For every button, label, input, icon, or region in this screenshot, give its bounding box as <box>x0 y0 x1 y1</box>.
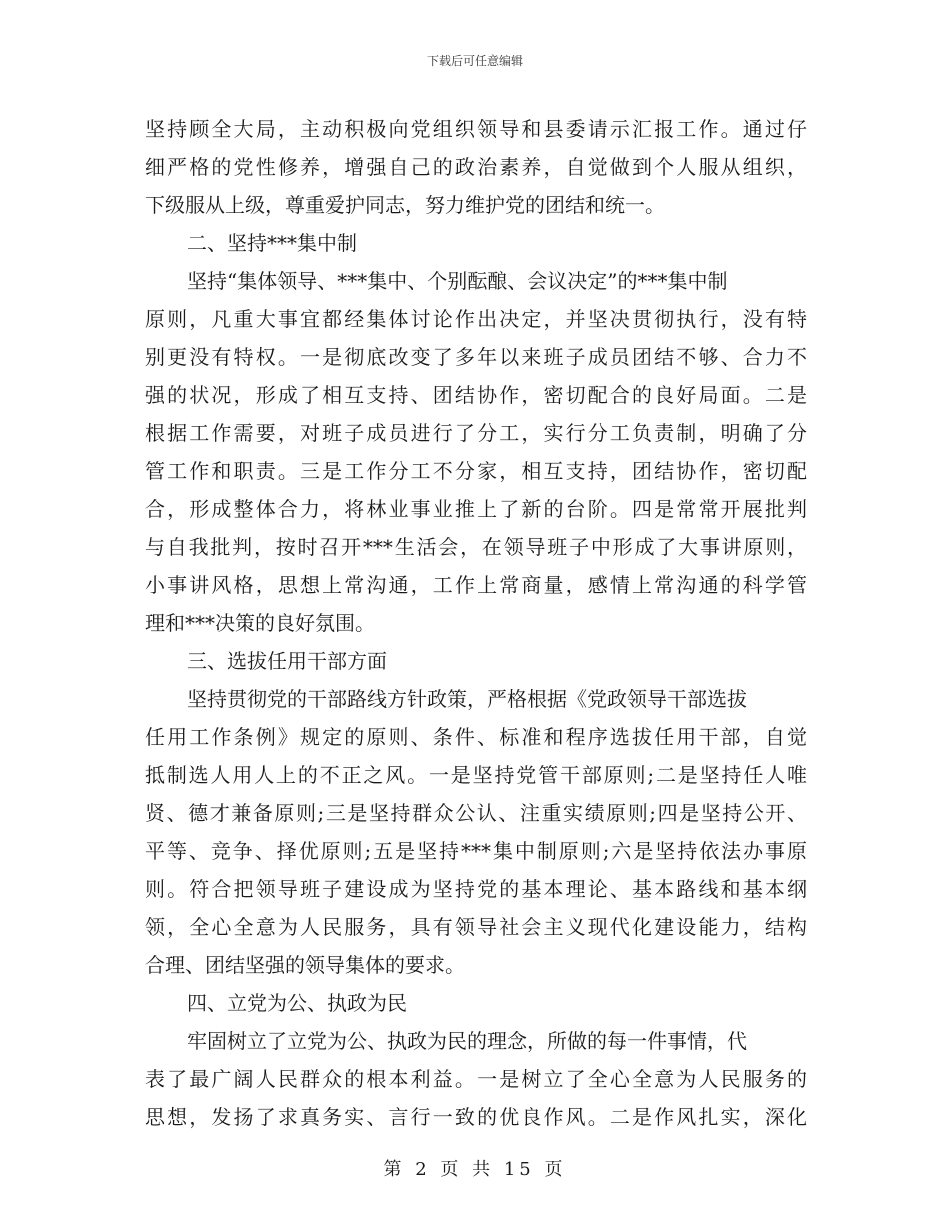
document-body <box>145 110 807 1136</box>
paragraph-line: 思想，发扬了求真务实、言行一致的优良作风。二是作风扎实，深化 <box>145 1105 807 1129</box>
paragraph-line: 下级服从上级，尊重爱护同志，努力维护党的团结和统一。 <box>145 193 665 217</box>
paragraph-line: 坚持贯彻党的干部路线方针政策，严格根据《党政领导干部选拔 <box>187 687 747 711</box>
paragraph-line: 领，全心全意为人民服务，具有领导社会主义现代化建设能力，结构 <box>145 915 807 939</box>
section-heading: 四、立党为公、执政为民 <box>187 991 407 1015</box>
paragraph-line: 根据工作需要，对班子成员进行了分工，实行分工负责制，明确了分 <box>145 421 807 445</box>
page-number-footer: 第 2 页 共 15 页 <box>383 1159 567 1180</box>
paragraph-line: 抵制选人用人上的不正之风。一是坚持党管干部原则;二是坚持任人唯 <box>145 763 807 787</box>
paragraph-line: 原则，凡重大事宜都经集体讨论作出决定，并坚决贯彻执行，没有特 <box>145 307 807 331</box>
paragraph-line: 贤、德才兼备原则;三是坚持群众公认、注重实绩原则;四是坚持公开、 <box>145 801 807 825</box>
paragraph-line: 坚持顾全大局，主动积极向党组织领导和县委请示汇报工作。通过仔 <box>145 117 807 141</box>
paragraph-line: 管工作和职责。三是工作分工不分家，相互支持，团结协作，密切配 <box>145 459 807 483</box>
page-header: 下载后可任意编辑 <box>426 54 523 68</box>
paragraph-line: 坚持“集体领导、***集中、个别酝酿、会议决定”的***集中制 <box>187 269 728 293</box>
paragraph-line: 细严格的党性修养，增强自己的政治素养，自觉做到个人服从组织， <box>145 155 807 179</box>
paragraph-line: 任用工作条例》规定的原则、条件、标准和程序选拔任用干部，自觉 <box>145 725 807 749</box>
paragraph-line: 合，形成整体合力，将林业事业推上了新的台阶。四是常常开展批判 <box>145 497 807 521</box>
paragraph-line: 理和***决策的良好氛围。 <box>145 611 375 635</box>
section-heading: 三、选拔任用干部方面 <box>187 649 387 673</box>
paragraph-line: 平等、竞争、择优原则;五是坚持***集中制原则;六是坚持依法办事原 <box>145 839 807 863</box>
paragraph-line: 牢固树立了立党为公、执政为民的理念，所做的每一件事情，代 <box>187 1029 747 1053</box>
paragraph-line: 强的状况，形成了相互支持、团结协作，密切配合的良好局面。二是 <box>145 383 807 407</box>
paragraph-line: 则。符合把领导班子建设成为坚持党的基本理论、基本路线和基本纲 <box>145 877 807 901</box>
paragraph-line: 与自我批判，按时召开***生活会，在领导班子中形成了大事讲原则， <box>145 535 807 559</box>
paragraph-line: 表了最广阔人民群众的根本利益。一是树立了全心全意为人民服务的 <box>145 1067 807 1091</box>
paragraph-line: 小事讲风格，思想上常沟通，工作上常商量，感情上常沟通的科学管 <box>145 573 807 597</box>
paragraph-line: 合理、团结坚强的领导集体的要求。 <box>145 953 465 977</box>
paragraph-line: 别更没有特权。一是彻底改变了多年以来班子成员团结不够、合力不 <box>145 345 807 369</box>
section-heading: 二、坚持***集中制 <box>187 231 357 255</box>
